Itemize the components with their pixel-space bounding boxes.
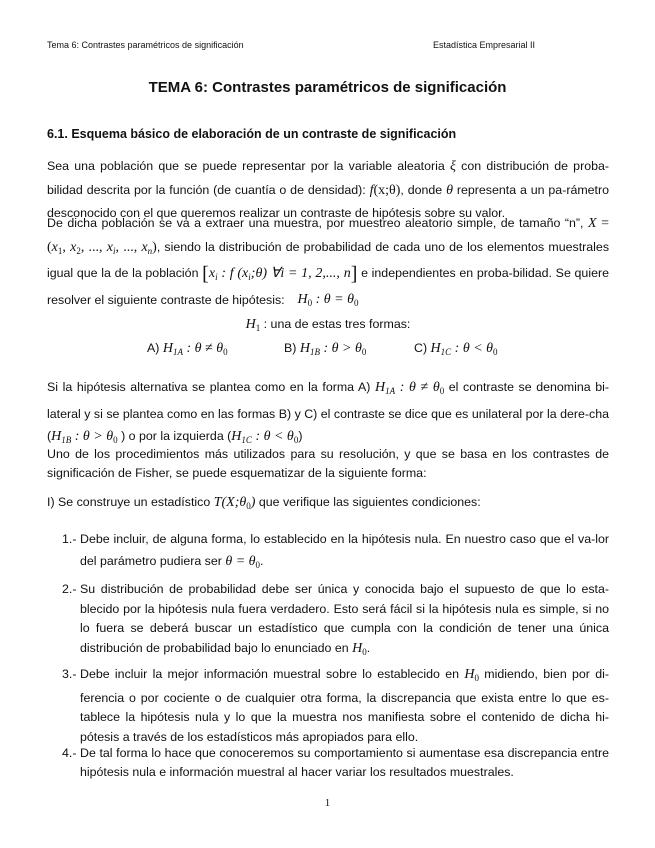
page-title: TEMA 6: Contrastes paramétricos de significación — [148, 79, 507, 96]
form-a: A) $H_{1A}$ : $\theta \ne \theta_0$ — [147, 341, 228, 357]
condition-item-2: 2.- Su distribución de probabilidad debe ser única y conocida bajo el supuesto de que lo esta-blecido por la hipótesis nula fuera verdadero. Esto será fácil si la hipótesis nula es simple, si no lo fuera se deberá buscar un estadístico que cumpla con la condición de tener una única distribución de probabilidad bajo lo enunciado en $H_0$. — [62, 582, 609, 657]
paragraph-bilateral: Si la hipótesis alternativa se plantea como en la forma A) $H_{1A}$ : $\theta \ne \theta_0$ el contraste se denomina bi-lateral y si se plantea como en las formas B) y C) el contraste se dice que es unilateral por la dere-cha ($H_{1B}$ : $\theta > \theta_0$ ) o por la izquierda ($H_{1C}$ : $\theta < \theta_0$) — [47, 380, 609, 445]
alternative-hypothesis: $H_1$ : una de estas tres formas: — [245, 317, 411, 333]
section-heading: 6.1. Esquema básico de elaboración de un contraste de significación — [47, 127, 457, 141]
page-number: 1 — [324, 797, 331, 809]
form-b: B) $H_{1B}$ : $\theta > \theta_0$ — [284, 341, 367, 357]
running-header-right: Estadística Empresarial II — [433, 40, 536, 50]
step-one: I) Se construye un estadístico $T(X;\theta_0)$ que verifique las siguientes condiciones: — [47, 495, 481, 511]
null-hypothesis: $H_0$ : $\theta = \theta_0$ — [297, 292, 359, 308]
running-header-left: Tema 6: Contrastes paramétricos de significación — [47, 40, 244, 50]
condition-item-4: 4.- De tal forma lo hace que conoceremos su comportamiento si aumentase esa discrepancia entre hipótesis nula e información muestral al hacer variar los resultados muestrales. — [62, 746, 609, 779]
form-c: C) $H_{1C}$ : $\theta < \theta_0$ — [414, 341, 498, 357]
paragraph-sample: De dicha población se va a extraer una muestra, por muestreo aleatorio simple, de tamaño “n”, $X = (x_1$, $x_2$, ..., $x_i$, ..., $x_n$), siendo la distribución de probabilidad de cada uno de los elementos muestrales igual que la de la población [$x_i$ : f $(x_i;\theta)$ ∀i = 1, 2,..., n] e independientes en proba-bilidad. Se quiere resolver el siguiente contraste de hipótesis: — [47, 216, 610, 307]
condition-item-3: 3.- Debe incluir la mejor información muestral sobre lo establecido en $H_0$ midiendo, bien por di-ferencia o por cociente o de cualquier otra forma, la discrepancia que exista entre lo que es-tablece la hipótesis nula y lo que la muestra nos manifiesta sobre el contenido de dicha hi-pótesis a través de los estadísticos más apropiados para ello. — [62, 667, 609, 744]
paragraph-population: Sea una población que se puede representar por la variable aleatoria ξ con distribución de proba-bilidad descrita por la función (de cuantía o de densidad): f(x;θ), donde θ representa a un pa-rámetro desconocido con el que queremos realizar un contraste de hipótesis sobre su valor. — [47, 159, 610, 220]
condition-item-1: 1.- Debe incluir, de alguna forma, lo establecido en la hipótesis nula. En nuestro caso que el va-lor del parámetro pudiera ser $\theta = \theta_0$. — [62, 532, 609, 570]
paragraph-fisher: Uno de los procedimientos más utilizados para su resolución, y que se basa en los contrastes de significación de Fisher, se puede esquematizar de la siguiente forma: — [47, 447, 609, 480]
